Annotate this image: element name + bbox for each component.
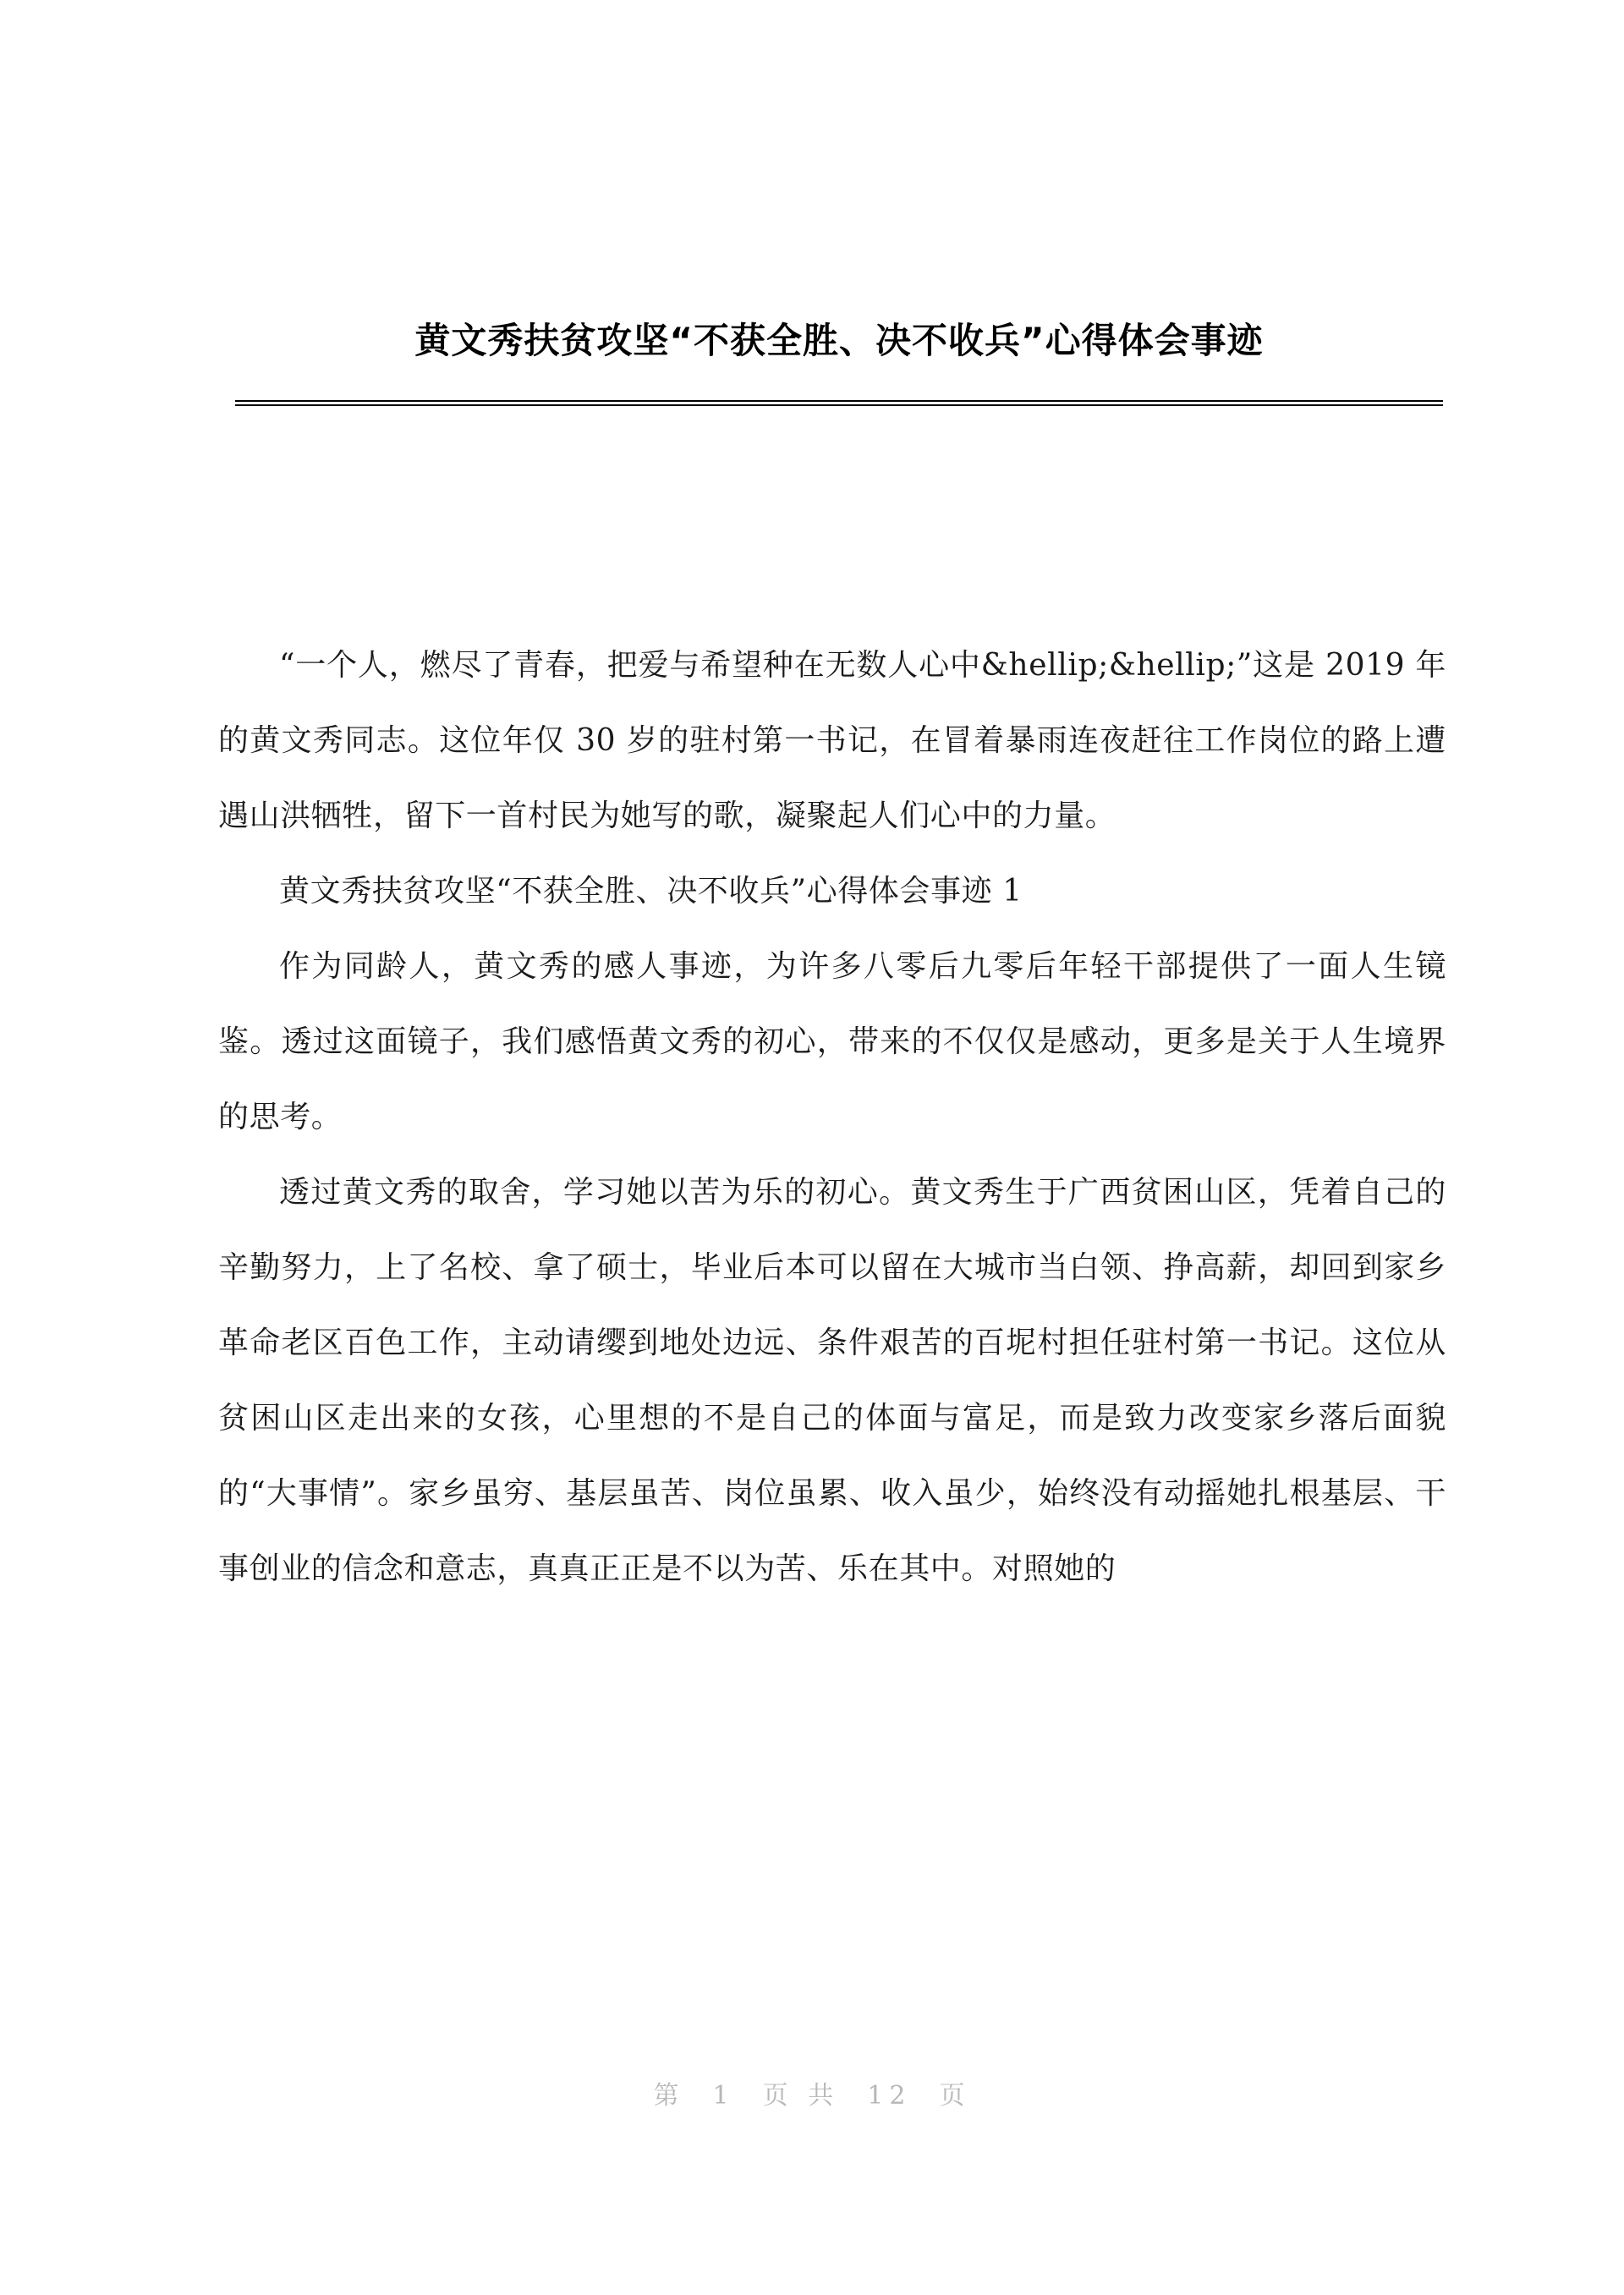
paragraph-body-2: 透过黄文秀的取舍，学习她以苦为乐的初心。黄文秀生于广西贫困山区，凭着自己的辛勤努力，上了名校、拿了硕士，毕业后本可以留在大城市当白领、挣高薪，却回到家乡革命老区百色工作，主动请缨到地处边远、条件艰苦的百坭村担任驻村第一书记。这位从贫困山区走出来的女孩，心里想的不是自己的体面与富足，而是致力改变家乡落后面貌的“大事情”。家乡虽穷、基层虽苦、岗位虽累、收入虽少，始终没有动摇她扎根基层、干事创业的信念和意志，真真正正是不以为苦、乐在其中。对照她的 (218, 1175, 1446, 1586)
document-body (218, 628, 1446, 1606)
paragraph-quote-intro: “一个人，燃尽了青春，把爱与希望种在无数人心中&hellip;&hellip;”这是 2019 年的黄文秀同志。这位年仅 30 岁的驻村第一书记，在冒着暴雨连夜赶往工作岗位的路上遭遇山洪牺牲，留下一首村民为她写的歌，凝聚起人们心中的力量。 (218, 648, 1446, 833)
page-footer (0, 2074, 1624, 2111)
paragraph-body-1: 作为同龄人，黄文秀的感人事迹，为许多八零后九零后年轻干部提供了一面人生镜鉴。透过这面镜子，我们感悟黄文秀的初心，带来的不仅仅是感动，更多是关于人生境界的思考。 (218, 949, 1446, 1134)
title-divider (235, 400, 1443, 406)
page-number-label: 第 1 页 共 12 页 (653, 2081, 971, 2111)
title-block (235, 313, 1443, 406)
paragraph-section-heading-1: 黄文秀扶贫攻坚“不获全胜、决不收兵”心得体会事迹 1 (279, 874, 1023, 909)
page-title: 黄文秀扶贫攻坚“不获全胜、决不收兵”心得体会事迹 (414, 320, 1264, 361)
